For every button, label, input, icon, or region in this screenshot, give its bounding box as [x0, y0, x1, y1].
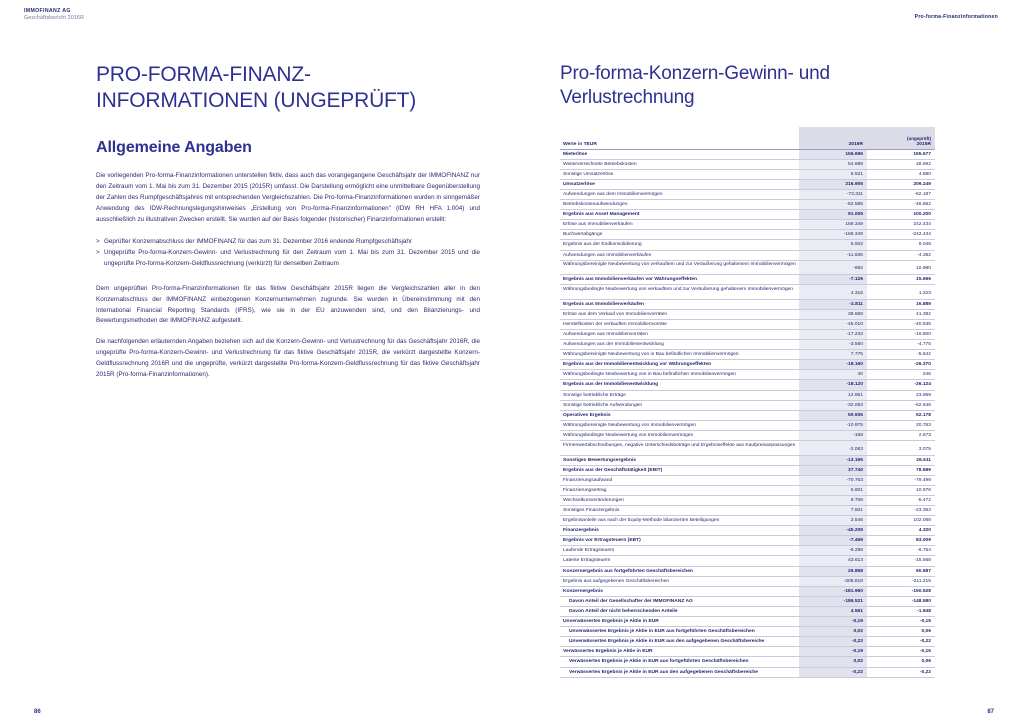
row-label: Finanzierungsertrag: [560, 485, 799, 495]
cell-2015r: -1.948: [867, 606, 935, 616]
cell-2016r: -0,22: [799, 637, 867, 647]
row-label: Ergebnis aus Immobilienverkäufen vor Währungseffekten: [560, 275, 799, 285]
cell-2016r: 156.696: [799, 149, 867, 159]
row-label: Währungsbedingte Neubewertung von in Bau befindlichen Immobilienvermögen: [560, 370, 799, 380]
cell-2016r: -18.120: [799, 380, 867, 390]
header-section-name: Pro-forma-Finanzinformationen: [914, 14, 998, 20]
bullet-marker: >: [96, 238, 100, 246]
header-report-name: Geschäftsbericht 2016R: [24, 14, 85, 21]
cell-2015r: -46.862: [867, 200, 935, 210]
table-body: [560, 149, 935, 677]
table-row: [560, 536, 935, 546]
cell-2016r: 5.502: [799, 240, 867, 250]
paragraph-2: Dem ungeprüften Pro-forma-Finanzinformationen für das fiktive Geschäftsjahr 2015R liegen die Vergleichszahlen aller in den Konzernabschluss der IMMOFINANZ einbezogenen Konzernunternehmen zugrunde. Sie wurden in Übereinstimmung mit den International Financial Reporting Standards (IFRS), wie sie in der EU anzuwenden sind, und den Bilanzierungs- und Bewertungsmethoden der IMMOFINANZ aufgestellt.: [96, 284, 480, 325]
row-label: Mieterlöse: [560, 149, 799, 159]
table-row: [560, 556, 935, 566]
row-label: Buchwertabgänge: [560, 230, 799, 240]
cell-2016r: 26.858: [799, 566, 867, 576]
table-row: [560, 200, 935, 210]
cell-2015r: 60.687: [867, 566, 935, 576]
body-text-block: [96, 171, 480, 225]
cell-2016r: -7.469: [799, 536, 867, 546]
cell-2015r: 41.382: [867, 309, 935, 319]
cell-2016r: 43.613: [799, 556, 867, 566]
cell-2015r: 0,06: [867, 627, 935, 637]
cell-2016r: 50.936: [799, 410, 867, 420]
table-row: [560, 159, 935, 169]
table-row: [560, 299, 935, 309]
row-label: Währungsbereinigte Neubewertung von in Bau befindlichen Immobilienvermögen: [560, 350, 799, 360]
row-label: Aufwendungen aus der Immobilienentwicklung: [560, 340, 799, 350]
row-label: Unverwässertes Ergebnis je Aktie in EUR aus fortgeführten Geschäftsbereichen: [560, 627, 799, 637]
cell-2016r: 54.688: [799, 159, 867, 169]
row-label: Wechselkursveränderungen: [560, 495, 799, 505]
row-label: Aufwendungen aus dem Immobilienvermögen: [560, 189, 799, 199]
bullet-marker: >: [96, 249, 100, 257]
cell-2016r: 37.740: [799, 465, 867, 475]
cell-2015r: -62.646: [867, 400, 935, 410]
paragraph-3: Die nachfolgenden erläuternden Angaben beziehen sich auf die Konzern-Gewinn- und Verlustrechnung für das Geschäftsjahr 2016R, die ungeprüfte Pro-forma-Konzern-Gewinn- und Verlustrechnung für das fiktive Geschäftsjahr 2015R, die verkürzt dargestellte Konzern-Geldflussrechnung 2016R und die ungeprüfte, verkürzt dargestellte Pro-forma-Konzern-Geldflussrechnung für das fiktive Geschäftsjahr 2015R (Pro-forma-Finanzinformationen).: [96, 338, 480, 378]
row-label: Ergebnisanteile aus nach der Equity-Methode bilanzierten Beteiligungen: [560, 516, 799, 526]
row-label: Verwässertes Ergebnis je Aktie in EUR aus fortgeführten Geschäftsbereichen: [560, 657, 799, 667]
table-row: [560, 430, 935, 440]
cell-2016r: -32.093: [799, 400, 867, 410]
cell-2015r: 15.666: [867, 275, 935, 285]
cell-2015r: -15.568: [867, 556, 935, 566]
cell-2016r: -3.560: [799, 340, 867, 350]
cell-2016r: -692: [799, 260, 867, 275]
left-text-column: [96, 62, 480, 380]
row-label: Ergebnis aus Immobilienverkäufen: [560, 299, 799, 309]
cell-2016r: -169.349: [799, 230, 867, 240]
column-header-2015r-label: 2015R: [916, 141, 931, 147]
cell-2016r: 4.315: [799, 285, 867, 300]
cell-2016r: -73.311: [799, 189, 867, 199]
body-text-block-2: [96, 284, 480, 381]
cell-2015r: 246: [867, 370, 935, 380]
cell-2016r: -0,19: [799, 647, 867, 657]
row-label: Operatives Ergebnis: [560, 410, 799, 420]
cell-2016r: 0,02: [799, 657, 867, 667]
list-item: [96, 248, 480, 270]
cell-2015r: -26.370: [867, 360, 935, 370]
cell-2016r: -7.126: [799, 275, 867, 285]
cell-2016r: -45.209: [799, 526, 867, 536]
cell-2016r: -0,22: [799, 667, 867, 677]
row-label: Ergebnis aus der Immobilienentwicklung vor Währungseffekten: [560, 360, 799, 370]
cell-2015r: 10.980: [867, 260, 935, 275]
column-header-2015r: [867, 127, 935, 149]
header-company-name: IMMOFINANZ AG: [24, 8, 71, 14]
cell-2015r: 4.880: [867, 169, 935, 179]
row-label: Firmenwertabschreibungen, negative Unterschiedsbeträge und Ergebniseffekte aus Kaufpreisanpassungen: [560, 441, 799, 456]
table-row: [560, 465, 935, 475]
table-row: [560, 230, 935, 240]
row-label: Währungsbereinigte Neubewertung von Immobilienvermögen: [560, 420, 799, 430]
cell-2016r: 91.009: [799, 210, 867, 220]
list-item-text: Geprüfter Konzernabschluss der IMMOFINANZ für das zum 31. Dezember 2016 endende Rumpfgeschäftsjahr: [104, 238, 412, 246]
cell-2015r: -6.754: [867, 546, 935, 556]
cell-2015r: 4.320: [867, 526, 935, 536]
cell-2015r: 155.677: [867, 149, 935, 159]
cell-2016r: -70.763: [799, 475, 867, 485]
table-row: [560, 586, 935, 596]
table-row: [560, 400, 935, 410]
cell-2016r: -18.160: [799, 360, 867, 370]
list-item-text: Ungeprüfte Pro-forma-Konzern-Gewinn- und Verlustrechnung für den Zeitraum vom 1. Mai bis zum 31. Dezember 2015 und die ungeprüfte Pro-forma-Konzern-Geldflussrechnung (verkürzt) für denselben Zeitraum: [104, 249, 480, 268]
row-label: Latente Ertragsteuern: [560, 556, 799, 566]
right-table-column: [560, 62, 935, 678]
table-row: [560, 169, 935, 179]
table-row: [560, 390, 935, 400]
table-row: [560, 566, 935, 576]
row-label: Ergebnis aus der Immobilienentwicklung: [560, 380, 799, 390]
cell-2016r: -17.233: [799, 330, 867, 340]
row-label: Aufwendungen aus Immobilienvorräten: [560, 330, 799, 340]
table-row: [560, 275, 935, 285]
cell-2015r: 78.689: [867, 465, 935, 475]
column-header-label: Werte in TEUR: [560, 127, 799, 149]
cell-2015r: -0,15: [867, 647, 935, 657]
cell-2015r: 23.859: [867, 390, 935, 400]
cell-2015r: 242.434: [867, 220, 935, 230]
paragraph-1: Die vorliegenden Pro-forma-Finanzinformationen unterstellen fiktiv, dass auch das vorangegangene Geschäftsjahr der IMMOFINANZ nur den Zeitraum vom 1. Mai bis zum 31. Dezember 2015 (2015R) umfasst. Die Darstellung ermöglicht eine unmittelbare Gegenüberstellung der Zahlen des Rumpfgeschäftsjahres mit entsprechenden Vergleichszahlen. Die Pro-forma-Finanzinformationen wurden in sinngemäßer Anwendung des IDW-Rechnungslegungshinweises „Erstellung von Pro-forma-Finanzinformationen" (IDW RH HFA 1.004) und ausschließlich zu illustrativen Zwecken erstellt. Sie wurden auf der Basis folgender (historischer) Finanzinformationen erstellt:: [96, 172, 480, 223]
row-label: Erlöse aus Immobilienverkäufen: [560, 220, 799, 230]
cell-2015r: -211.215: [867, 576, 935, 586]
row-label: Herstellkosten der verkauften Immobilienvorräte: [560, 319, 799, 329]
cell-2016r: 39.868: [799, 309, 867, 319]
cell-2016r: -186.521: [799, 596, 867, 606]
table-row: [560, 330, 935, 340]
table-row: [560, 441, 935, 456]
table-row: [560, 506, 935, 516]
cell-2015r: 0,06: [867, 657, 935, 667]
cell-2015r: -26.124: [867, 380, 935, 390]
cell-2016r: 0,02: [799, 627, 867, 637]
column-header-2016r-label: 2016R: [848, 141, 863, 147]
cell-2016r: 216.905: [799, 179, 867, 189]
header-company-block: [24, 8, 84, 21]
cell-2015r: -16.800: [867, 330, 935, 340]
row-label: Ergebnis aus aufgegebenen Geschäftsbereichen: [560, 576, 799, 586]
table-row: [560, 319, 935, 329]
row-label: Sonstiges Finanzergebnis: [560, 506, 799, 516]
row-label: Aufwendungen aus Immobilienverkäufen: [560, 250, 799, 260]
cell-2015r: -4.362: [867, 250, 935, 260]
list-item: [96, 237, 480, 248]
cell-2015r: -150.528: [867, 586, 935, 596]
row-label: Ergebnis vor Ertragsteuern (EBT): [560, 536, 799, 546]
row-label: Weiterverrechnete Betriebskosten: [560, 159, 799, 169]
cell-2015r: -5.472: [867, 495, 935, 505]
page-number-left: 86: [34, 709, 41, 715]
row-label: Sonstiges Bewertungsergebnis: [560, 455, 799, 465]
table-row: [560, 637, 935, 647]
table-row: [560, 149, 935, 159]
cell-2015r: -4.775: [867, 340, 935, 350]
table-row: [560, 210, 935, 220]
cell-2016r: -2.063: [799, 441, 867, 456]
cell-2016r: -158: [799, 430, 867, 440]
table-row: [560, 647, 935, 657]
row-label: Konzernergebnis: [560, 586, 799, 596]
table-header-row: [560, 127, 935, 149]
cell-2015r: 2.673: [867, 430, 935, 440]
cell-2016r: 7.775: [799, 350, 867, 360]
table-row: [560, 250, 935, 260]
table-row: [560, 179, 935, 189]
cell-2016r: 40: [799, 370, 867, 380]
cell-2015r: -79.499: [867, 475, 935, 485]
cell-2016r: 12.951: [799, 390, 867, 400]
table-row: [560, 606, 935, 616]
section-heading-general: Allgemeine Angaben: [96, 139, 252, 157]
table-row: [560, 420, 935, 430]
cell-2016r: -45.010: [799, 319, 867, 329]
cell-2016r: -52.585: [799, 200, 867, 210]
row-label: Ergebnis aus der Endkonsolidierung: [560, 240, 799, 250]
cell-2016r: 5.521: [799, 169, 867, 179]
table-row: [560, 380, 935, 390]
column-header-2015r-note: (ungeprüft): [907, 135, 931, 141]
cell-2015r: 26.511: [867, 455, 935, 465]
cell-2015r: -40.635: [867, 319, 935, 329]
table-row: [560, 475, 935, 485]
row-label: Sonstige Umsatzerlöse: [560, 169, 799, 179]
cell-2016r: 4.561: [799, 606, 867, 616]
row-label: Umsatzerlöse: [560, 179, 799, 189]
cell-2016r: 5.801: [799, 485, 867, 495]
row-label: Unverwässertes Ergebnis je Aktie in EUR aus den aufgegebenen Geschäftsbereiche: [560, 637, 799, 647]
cell-2016r: -208.818: [799, 576, 867, 586]
page-title: PRO-FORMA-FINANZ-INFORMATIONEN (UNGEPRÜFT): [96, 63, 417, 112]
table-row: [560, 309, 935, 319]
cell-2015r: -0,15: [867, 617, 935, 627]
row-label: Erlöse aus dem Verkauf von Immobilienvorräten: [560, 309, 799, 319]
row-label: Finanzergebnis: [560, 526, 799, 536]
cell-2016r: -13.196: [799, 455, 867, 465]
table-row: [560, 189, 935, 199]
row-label: Sonstige betriebliche Erträge: [560, 390, 799, 400]
cell-2015r: 3.075: [867, 441, 935, 456]
row-label: Verwässertes Ergebnis je Aktie in EUR: [560, 647, 799, 657]
table-row: [560, 350, 935, 360]
column-header-2016r: [799, 127, 867, 149]
row-label: Ergebnis aus Asset Management: [560, 210, 799, 220]
row-label: Laufende Ertragsteuern: [560, 546, 799, 556]
row-label: Konzernergebnis aus fortgeführten Geschäftsbereichen: [560, 566, 799, 576]
cell-2015r: -0,22: [867, 637, 935, 647]
table-row: [560, 220, 935, 230]
cell-2015r: 1.223: [867, 285, 935, 300]
table-row: [560, 485, 935, 495]
row-label: Davon Anteil der Gesellschafter der IMMOFINANZ AG: [560, 596, 799, 606]
cell-2015r: 52.178: [867, 410, 935, 420]
table-row: [560, 657, 935, 667]
table-row: [560, 516, 935, 526]
row-label: Verwässertes Ergebnis je Aktie in EUR aus den aufgegebenen Geschäftsbereiche: [560, 667, 799, 677]
cell-2016r: 2.546: [799, 516, 867, 526]
row-label: Ergebnis aus der Geschäftstätigkeit (EBIT): [560, 465, 799, 475]
page-number-right: 87: [987, 709, 994, 715]
cell-2015r: 100.200: [867, 210, 935, 220]
cell-2015r: -62.187: [867, 189, 935, 199]
cell-2015r: -242.434: [867, 230, 935, 240]
cell-2015r: 83.009: [867, 536, 935, 546]
row-label: Unverwässertes Ergebnis je Aktie in EUR: [560, 617, 799, 627]
row-label: Betriebskostenaufwendungen: [560, 200, 799, 210]
cell-2016r: 7.501: [799, 506, 867, 516]
cell-2015r: 16.889: [867, 299, 935, 309]
cell-2016r: -0,19: [799, 617, 867, 627]
table-row: [560, 546, 935, 556]
table-row: [560, 360, 935, 370]
cell-2015r: 10.976: [867, 485, 935, 495]
cell-2016r: -181.960: [799, 586, 867, 596]
cell-2015r: 102.068: [867, 516, 935, 526]
row-label: Sonstige betriebliche Aufwendungen: [560, 400, 799, 410]
bullet-list: [96, 237, 480, 269]
table-row: [560, 627, 935, 637]
running-header: [0, 0, 1024, 24]
cell-2015r: 48.692: [867, 159, 935, 169]
table-row: [560, 340, 935, 350]
table-row: [560, 596, 935, 606]
table-row: [560, 285, 935, 300]
cell-2015r: 209.249: [867, 179, 935, 189]
row-label: Währungsbedingte Neubewertung von Immobilienvermögen: [560, 430, 799, 440]
table-row: [560, 455, 935, 465]
cell-2016r: 9.706: [799, 495, 867, 505]
row-label: Währungsbedingte Neubewertung von verkauftem und zur Veräußerung gehaltenem Immobilienvermögen: [560, 285, 799, 300]
row-label: Finanzierungsaufwand: [560, 475, 799, 485]
cell-2015r: 9.048: [867, 240, 935, 250]
cell-2015r: -148.580: [867, 596, 935, 606]
table-row: [560, 260, 935, 275]
table-row: [560, 526, 935, 536]
cell-2015r: -0,22: [867, 667, 935, 677]
row-label: Währungsbereinigte Neubewertung von verkauftem und zur Veräußerung gehaltenem Immobilienvermögen: [560, 260, 799, 275]
table-row: [560, 370, 935, 380]
table-row: [560, 240, 935, 250]
cell-2016r: -9.286: [799, 546, 867, 556]
table-row: [560, 410, 935, 420]
cell-2016r: 169.349: [799, 220, 867, 230]
cell-2015r: -23.353: [867, 506, 935, 516]
table-row: [560, 576, 935, 586]
cell-2016r: -2.811: [799, 299, 867, 309]
table-row: [560, 667, 935, 677]
cell-2015r: -5.542: [867, 350, 935, 360]
income-statement-table: [560, 127, 935, 678]
cell-2015r: 20.763: [867, 420, 935, 430]
cell-2016r: -10.975: [799, 420, 867, 430]
row-label: Davon Anteil der nicht beherrschenden Anteile: [560, 606, 799, 616]
table-title: Pro-forma-Konzern-Gewinn- und Verlustrechnung: [560, 63, 830, 108]
table-row: [560, 495, 935, 505]
cell-2016r: -11.936: [799, 250, 867, 260]
table-row: [560, 617, 935, 627]
